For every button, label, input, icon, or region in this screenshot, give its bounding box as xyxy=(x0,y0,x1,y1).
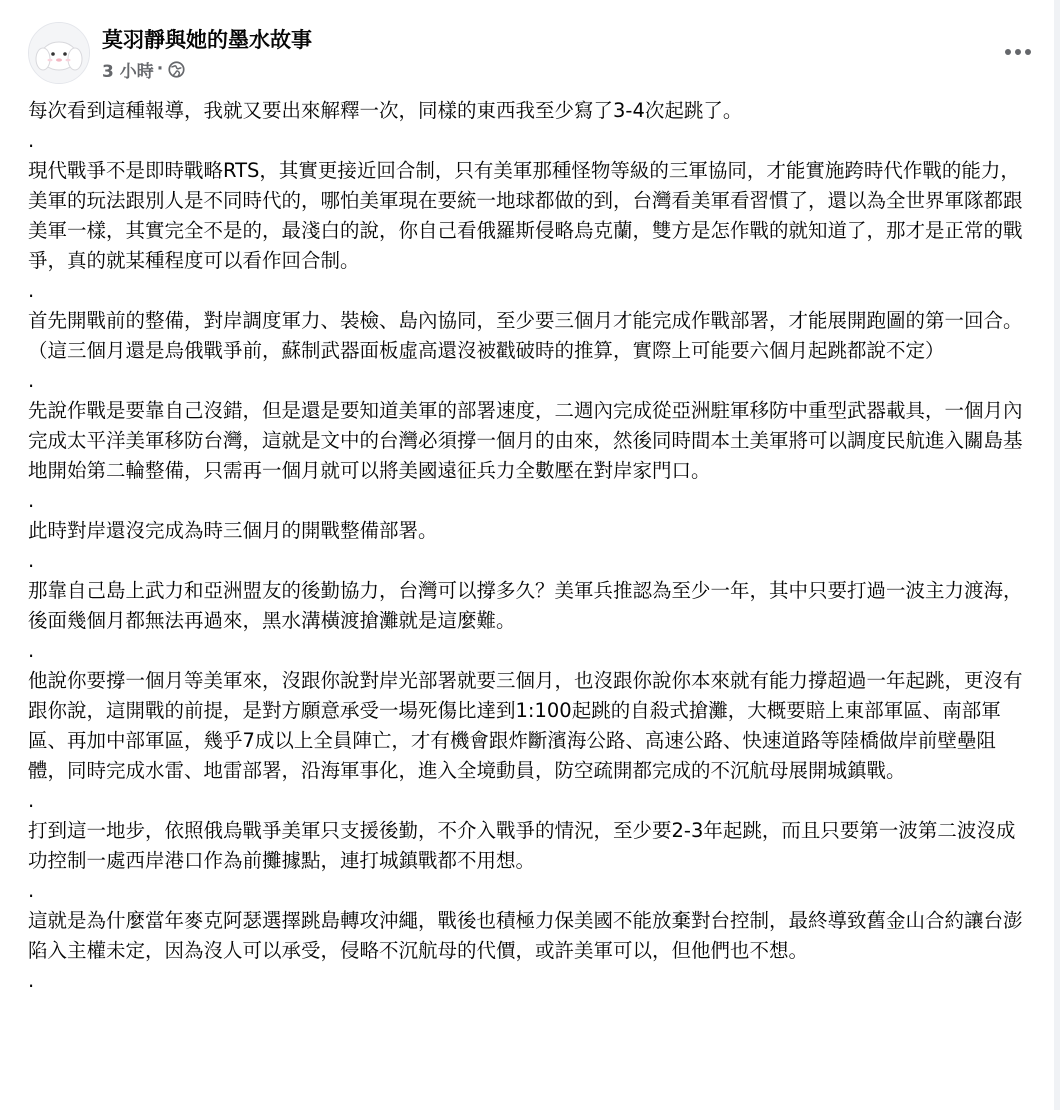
more-dots-icon xyxy=(1005,49,1011,55)
avatar-icon xyxy=(29,23,89,83)
paragraph-separator: . xyxy=(28,969,35,992)
post-paragraph: 先說作戰是要靠自己沒錯，但是還是要知道美軍的部署速度，二週內完成從亞洲駐軍移防中重型武器載具，一個月內完成太平洋美軍移防台灣，這就是文中的台灣必須撐一個月的由來，然後同時間本土美軍將可以調度民航進入關島基地開始第二輪整備，只需再一個月就可以將美國遠征兵力全數壓在對岸家門口。 xyxy=(28,399,1023,482)
window-edge xyxy=(1054,0,1060,1110)
post-paragraph: 他說你要撐一個月等美軍來，沒跟你說對岸光部署就要三個月，也沒跟你說你本來就有能力撐超過一年起跳，更沒有跟你說，這開戰的前提，是對方願意承受一場死傷比達到1:100起跳的自殺式搶灘，大概要賠上東部軍區、南部軍區、再加中部軍區，幾乎7成以上全員陣亡，才有機會跟炸斷濱海公路、高速公路、快速道路等陸橋做岸前壁壘阻體，同時完成水雷、地雷部署，沿海軍事化，進入全境動員，防空疏開都完成的不沉航母展開城鎮戰。 xyxy=(28,669,1023,782)
more-dot xyxy=(1015,49,1021,55)
post-paragraph: 現代戰爭不是即時戰略RTS，其實更接近回合制，只有美軍那種怪物等級的三軍協同，才能實施跨時代作戰的能力，美軍的玩法跟別人是不同時代的，哪怕美軍現在要統一地球都做的到，台灣看美軍看習慣了，還以為全世界軍隊都跟美軍一樣，其實完全不是的，最淺白的說，你自己看俄羅斯侵略烏克蘭，雙方是怎作戰的就知道了，那才是正常的戰爭，真的就某種程度可以看作回合制。 xyxy=(28,159,1023,272)
paragraph-separator: . xyxy=(28,789,35,812)
paragraph-separator: . xyxy=(28,489,35,512)
paragraph-separator: . xyxy=(28,879,35,902)
paragraph-separator: . xyxy=(28,639,35,662)
post-paragraph: 打到這一地步，依照俄烏戰爭美軍只支援後勤，不介入戰爭的情況，至少要2-3年起跳，而且只要第一波第二波沒成功控制一處西岸港口作為前攤據點，連打城鎮戰都不用想。 xyxy=(28,819,1016,872)
paragraph-separator: . xyxy=(28,549,35,572)
post-meta xyxy=(102,58,185,80)
more-dot xyxy=(1025,49,1031,55)
post-paragraph: 那靠自己島上武力和亞洲盟友的後勤協力，台灣可以撐多久？美軍兵推認為至少一年，其中只要打過一波主力渡海，後面幾個月都無法再過來，黑水溝橫渡搶灘就是這麼難。 xyxy=(28,579,1023,632)
globe-icon xyxy=(168,61,185,78)
author-name[interactable]: 莫羽靜與她的墨水故事 xyxy=(102,28,312,52)
paragraph-separator: . xyxy=(28,369,35,392)
avatar[interactable] xyxy=(28,22,90,84)
post-time[interactable]: 3 小時 xyxy=(102,61,154,82)
paragraph-separator: . xyxy=(28,129,35,152)
paragraph-separator: . xyxy=(28,279,35,302)
post-paragraph: 這就是為什麼當年麥克阿瑟選擇跳島轉攻沖繩，戰後也積極力保美國不能放棄對台控制，最終導致舊金山合約讓台澎陷入主權未定，因為沒人可以承受，侵略不沉航母的代價，或許美軍可以，但他們也不想。 xyxy=(28,909,1023,962)
post-paragraph: 此時對岸還沒完成為時三個月的開戰整備部署。 xyxy=(28,519,438,542)
meta-separator: · xyxy=(156,59,164,79)
post-paragraph: 每次看到這種報導，我就又要出來解釋一次，同樣的東西我至少寫了3-4次起跳了。 xyxy=(28,99,743,122)
post-body xyxy=(28,96,1032,996)
post-header xyxy=(0,0,1060,92)
more-options-button[interactable] xyxy=(1000,34,1036,70)
post-paragraph: 首先開戰前的整備，對岸調度軍力、裝檢、島內協同，至少要三個月才能完成作戰部署，才能展開跑圖的第一回合。（這三個月還是烏俄戰爭前，蘇制武器面板虛高還沒被戳破時的推算，實際上可能要六個月起跳都說不定） xyxy=(28,309,1023,362)
